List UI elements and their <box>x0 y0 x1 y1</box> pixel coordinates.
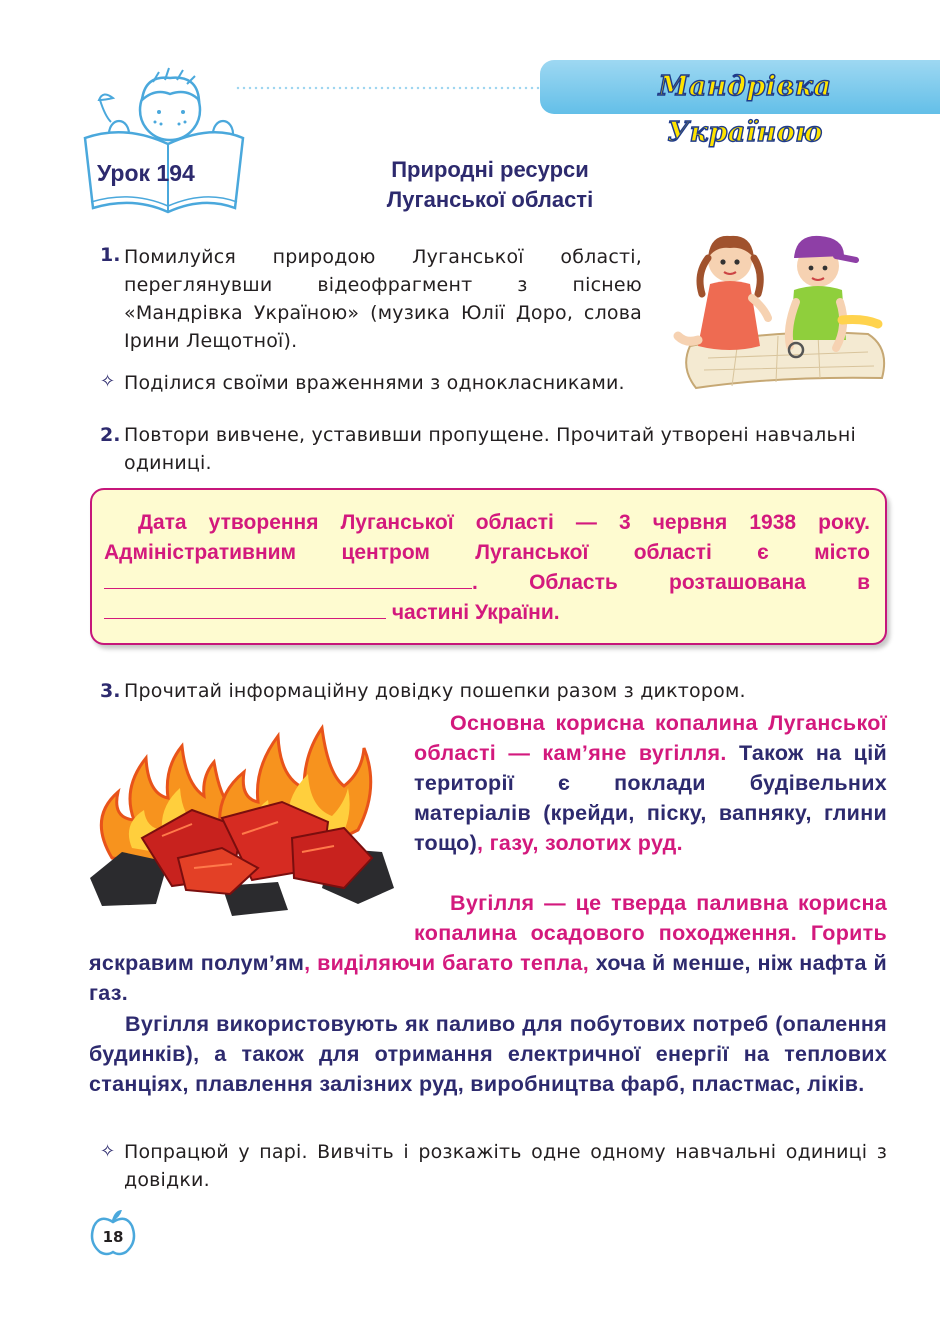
info-a4: , газу, золотих руд. <box>477 831 683 855</box>
children-with-map-illustration <box>668 228 890 396</box>
info-paragraph-3: Вугілля використовують як паливо для побутових потреб (опалення будинків), а також для отримання електричної енергії на теплових станціях, плавлення залізних руд, виробництва фарб, пластмас, ліків. <box>89 1012 887 1096</box>
blank-location-field[interactable] <box>104 600 386 619</box>
series-title: Мандрівка Україною <box>658 71 832 148</box>
topic-line-2: Луганської області <box>386 187 594 212</box>
topic-line-1: Природні ресурси <box>391 157 589 182</box>
info-paragraph-1 <box>414 708 887 858</box>
info-b3: , виділяючи багато тепла, <box>304 951 596 975</box>
star-bullet-icon: ✧ <box>100 1141 116 1162</box>
reading-boy-icon <box>75 60 250 220</box>
info-b1: Вугілля — це тверда паливна корисна копалина осадового походження. Горить <box>414 891 887 945</box>
task-2-text: Повтори вивчене, уставивши пропущене. Прочитай утворені навчальні одиниці. <box>124 424 857 474</box>
task-2-number: 2. <box>100 424 121 446</box>
star-bullet-icon: ✧ <box>100 371 116 392</box>
fill-in-text <box>104 508 870 628</box>
task-1-number: 1. <box>100 244 121 266</box>
task-1-text: Помилуйся природою Луганської області, переглянувши відеофрагмент з піснею «Мандрівка Україною» (музика Юлії Доро, слова Ірини Лещотної). <box>124 246 642 352</box>
page-number-badge <box>90 1208 136 1260</box>
page-number: 18 <box>102 1228 124 1246</box>
task-3-number: 3. <box>100 680 121 702</box>
lesson-number: Урок 194 <box>97 160 195 186</box>
task-3-star-text: Попрацюй у парі. Вивчіть і розкажіть одне одному навчальні одиниці з довідки. <box>124 1141 887 1191</box>
task-1-star-text: Поділися своїми враженнями з однокласниками. <box>124 372 625 394</box>
info-a3: (крейди, піску, вапняку, глини тощо) <box>414 801 887 855</box>
header-dotted-line <box>235 86 545 90</box>
info-b2: яскравим полум’ям <box>89 951 305 975</box>
info-b4: хоча й менше, ніж нафта й газ. <box>89 951 887 1005</box>
fill-in-part-3: частині України. <box>391 601 560 624</box>
fill-in-part-1: Дата утворення Луганської області — 3 червня 1938 року. Адміністративним центром Луганської області є місто <box>104 511 870 564</box>
task-3-text: Прочитай інформаційну довідку пошепки разом з диктором. <box>124 680 746 702</box>
info-a1: Основна корисна копалина Луганської області — кам’яне вугілля. <box>414 711 887 765</box>
lesson-topic <box>340 155 640 215</box>
info-a2: Також на цій території є поклади будівельних матеріалів <box>414 741 887 825</box>
info-paragraph-2 <box>89 888 887 1008</box>
blank-city-field[interactable] <box>104 570 472 589</box>
fill-in-part-2: . Область розташована в <box>472 571 870 594</box>
